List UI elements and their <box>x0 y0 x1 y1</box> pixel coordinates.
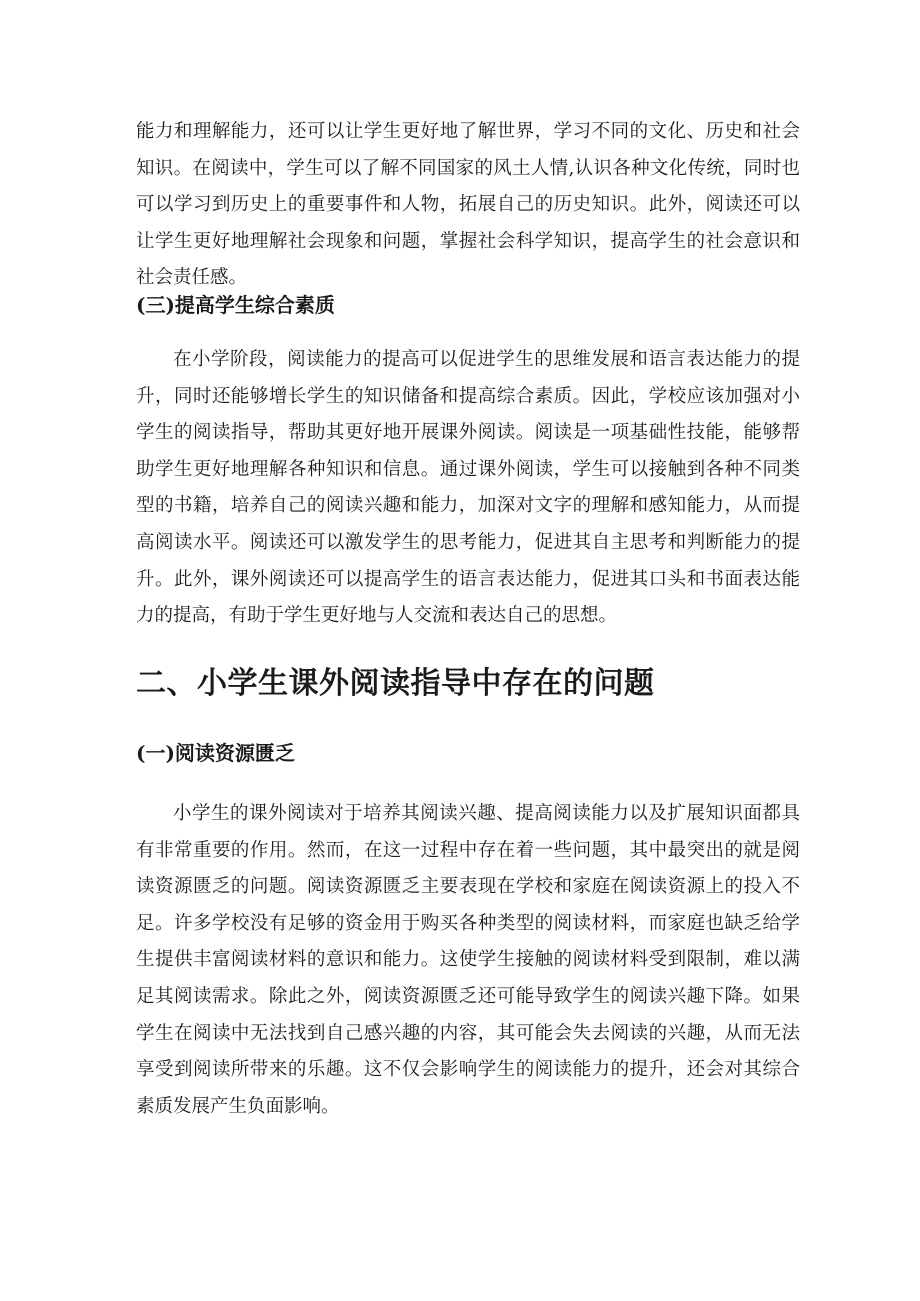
subsection-heading-1: (一)阅读资源匮乏 <box>136 741 295 765</box>
paragraph-3: 在小学阶段，阅读能力的提高可以促进学生的思维发展和语言表达能力的提升，同时还能够增长学生的知识储备和提高综合素质。因此，学校应该加强对小学生的阅读指导，帮助其更好地开展课外阅读。阅读是一项基础性技能，能够帮助学生更好地理解各种知识和信息。通过课外阅读，学生可以接触到各种不同类型的书籍，培养自己的阅读兴趣和能力，加深对文字的理解和感知能力，从而提高阅读水平。阅读还可以激发学生的思考能力，促进其自主思考和判断能力的提升。此外，课外阅读还可以提高学生的语言表达能力，促进其口头和书面表达能力的提高，有助于学生更好地与人交流和表达自己的思想。 <box>136 349 800 627</box>
section-2-title: 二、小学生课外阅读指导中存在的问题 <box>136 666 655 701</box>
subsection-heading-3: (三)提高学生综合素质 <box>136 293 335 317</box>
paragraph-1: 小学生的课外阅读对于培养其阅读兴趣、提高阅读能力以及扩展知识面都具有非常重要的作用。然而，在这一过程中存在着一些问题，其中最突出的就是阅读资源匮乏的问题。阅读资源匮乏主要表现在学校和家庭在阅读资源上的投入不足。许多学校没有足够的资金用于购买各种类型的阅读材料，而家庭也缺乏给学生提供丰富阅读材料的意识和能力。这使学生接触的阅读材料受到限制，难以满足其阅读需求。除此之外，阅读资源匮乏还可能导致学生的阅读兴趣下降。如果学生在阅读中无法找到自己感兴趣的内容，其可能会失去阅读的兴趣，从而无法享受到阅读所带来的乐趣。这不仅会影响学生的阅读能力的提升，还会对其综合素质发展产生负面影响。 <box>136 803 800 1117</box>
paragraph-continued: 能力和理解能力，还可以让学生更好地了解世界，学习不同的文化、历史和社会知识。在阅读中，学生可以了解不同国家的风土人情,认识各种文化传统，同时也可以学习到历史上的重要事件和人物，拓展自己的历史知识。此外，阅读还可以让学生更好地理解社会现象和问题，掌握社会科学知识，提高学生的社会意识和社会责任感。 <box>136 121 800 289</box>
